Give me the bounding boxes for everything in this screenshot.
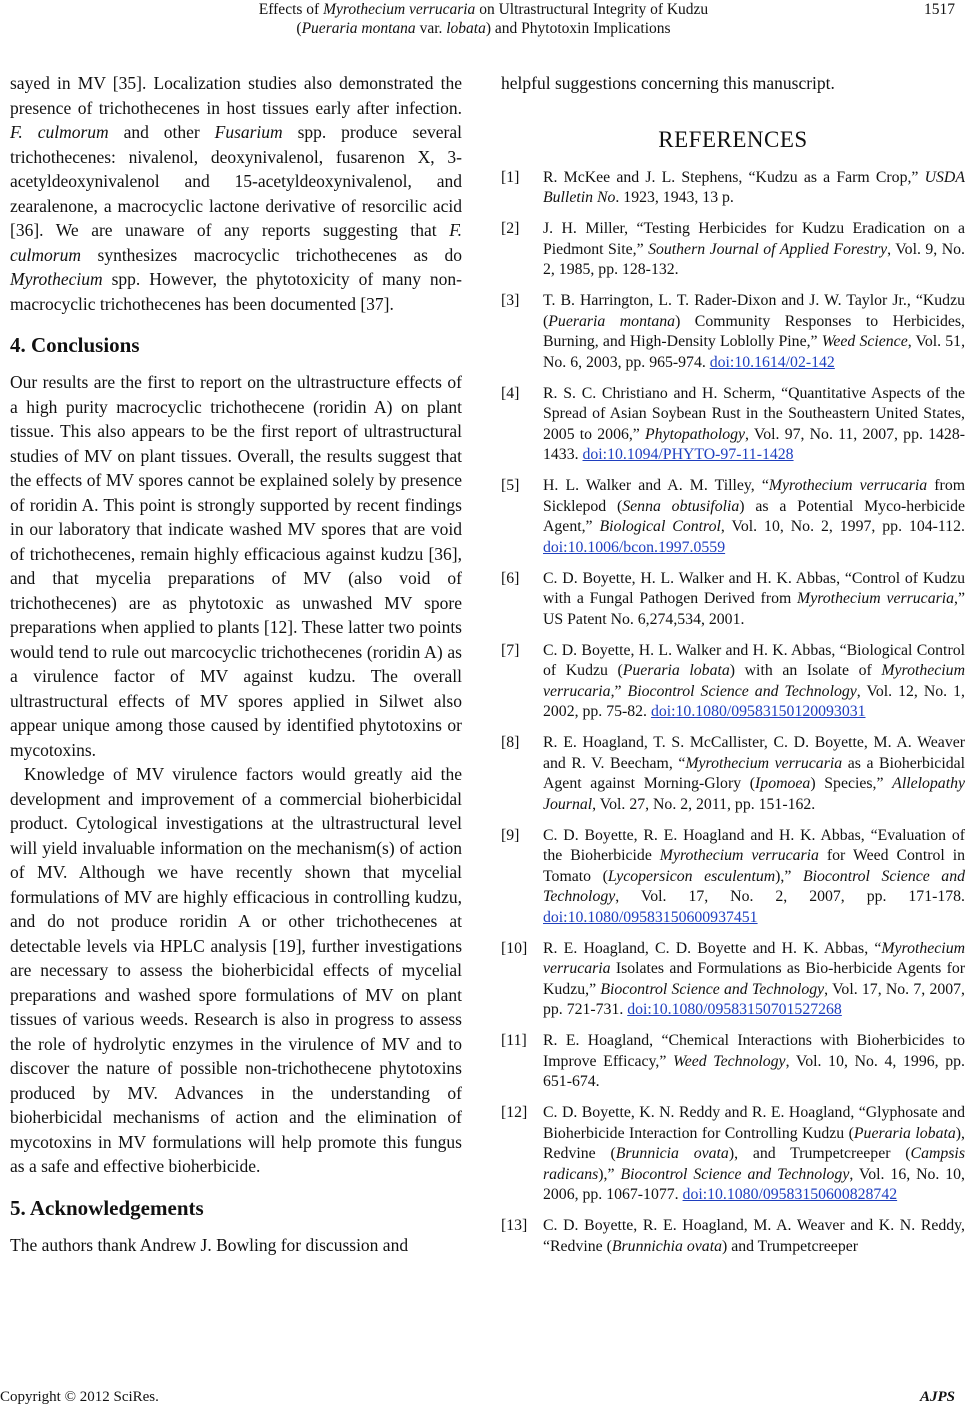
doi-link[interactable]: doi:10.1080/09583150120093031: [650, 703, 866, 720]
reference-text-segment: Isolates and Formulations as Bio-herbicide Agents for Kudzu,”: [543, 960, 965, 998]
reference-text-segment: , Vol. 16, No. 10, 2006, pp. 1067-1077.: [543, 1165, 965, 1203]
doi-link[interactable]: doi:10.1094/PHYTO-97-11-1428: [582, 446, 794, 463]
reference-italic-text: Weed Technology: [673, 1052, 786, 1070]
reference-italic-text: Biocontrol Science and Technology: [543, 867, 966, 905]
paragraph-conclusions-2: Knowledge of MV virulence factors would greatly aid the development and improvement of a commercial bioherbicidal product. Cytological investigations at the ultrastructural level will yield invaluable information on the mechanism(s) of action of MV. Although we have recently shown that mycelial formulations of MV are highly efficacious in controlling kudzu, and do not produce roridin A or other trichothecenes at detectable levels via HPLC analysis [19], further investigations are necessary to assess the bioherbicidal effects of mycelial preparations and washed spore formulations of MV on plant tissues of various weeds. Research is also in progress to assess the role of hydrolytic enzymes in the virulence of MV and to discover the nature of possible non-trichothecene phytotoxins produced by MV. Advances in the understanding of bioherbicidal mechanisms of action and the elimination of mycotoxins in MV formulations will help promote this fungus as a safe and effective bioherbicide.: [10, 764, 462, 1176]
reference-text: [543, 1031, 965, 1093]
reference-text: [543, 1216, 965, 1257]
references-heading: REFERENCES: [658, 126, 808, 152]
reference-text-segment: , Vol. 10, No. 2, 1997, pp. 104-112.: [720, 518, 965, 535]
reference-number: [9]: [501, 826, 520, 844]
doi-link[interactable]: doi:10.1080/09583150701527268: [627, 1001, 842, 1018]
reference-item: [501, 1216, 965, 1257]
reference-text-segment: . 1923, 1943, 13 p.: [615, 189, 734, 206]
section-heading-acknowledgements: 5. Acknowledgements: [10, 1195, 204, 1220]
reference-italic-text: Southern Journal of Applied Forestry: [648, 240, 888, 258]
reference-text: [543, 641, 965, 723]
paragraph-acknowledgements-continued: helpful suggestions concerning this manuscript.: [501, 73, 835, 93]
reference-italic-text: Pueraria montana: [548, 312, 676, 330]
running-head: [0, 0, 967, 50]
reference-number: [11]: [501, 1032, 527, 1049]
reference-text-segment: R. McKee and J. L. Stephens, “Kudzu as a Farm Crop,”: [543, 168, 925, 186]
copyright-notice: Copyright © 2012 SciRes.: [0, 1389, 159, 1405]
page-number: 1517: [924, 1, 955, 18]
reference-text-segment: , Vol. 10, No. 4, 1996, pp. 651-674.: [543, 1052, 965, 1090]
reference-item: [501, 291, 965, 373]
reference-item: [501, 826, 965, 929]
reference-text-segment: C. D. Boyette, K. N. Reddy and R. E. Hoagland, “Glyphosate and Bioherbicide Interaction for Controlling Kudzu (: [543, 1104, 965, 1142]
reference-number: [4]: [501, 384, 520, 402]
reference-text-segment: H. L. Walker and A. M. Tilley, “: [543, 477, 769, 494]
reference-text-segment: ) Community Responses to Herbicides, Burning, and High-Density Loblolly Pine,”: [543, 312, 965, 350]
reference-item: [501, 219, 965, 281]
reference-number: [7]: [501, 641, 520, 659]
reference-number: [2]: [501, 220, 520, 237]
reference-italic-text: Myrothecium verrucaria: [768, 477, 928, 494]
reference-number: [8]: [501, 734, 520, 751]
reference-text-segment: , Vol. 12, No. 1, 2002, pp. 75-82.: [543, 682, 965, 720]
reference-italic-text: USDA Bulletin No: [543, 168, 965, 206]
reference-text-segment: , Vol. 27, No. 2, 2011, pp. 151-162.: [592, 795, 816, 813]
reference-number: [3]: [501, 292, 520, 309]
reference-text-segment: T. B. Harrington, L. T. Rader-Dixon and J. W. Taylor Jr., “Kudzu (: [543, 292, 965, 330]
reference-text-segment: R. S. C. Christiano and H. Scherm, “Quantitative Aspects of the Spread of Asian Soybean Rust in the Southeastern United States, 2005 to 2006,”: [543, 384, 965, 443]
reference-number: [12]: [501, 1104, 528, 1121]
reference-text-segment: from Sicklepod (: [543, 477, 965, 515]
reference-text: [543, 826, 965, 929]
reference-text: [543, 384, 965, 466]
reference-number: [1]: [501, 168, 520, 186]
reference-text-segment: , Vol. 51, No. 6, 2003, pp. 965-974.: [543, 333, 966, 371]
reference-italic-text: Pueraria lobata: [622, 662, 730, 679]
reference-text-segment: as a Bioherbicidal Agent against Morning-Glory (: [543, 754, 966, 792]
reference-text-segment: ) and Trumpetcreeper: [722, 1237, 858, 1255]
reference-italic-text: Myrothecium verrucaria: [543, 939, 965, 977]
reference-italic-text: Biocontrol Science and Technology: [600, 980, 825, 998]
journal-abbreviation: AJPS: [919, 1389, 955, 1405]
reference-italic-text: Lycopersicon esculentum: [607, 867, 776, 885]
footer: [0, 1389, 967, 1411]
reference-text-segment: ),”: [598, 1165, 621, 1183]
reference-text-segment: C. D. Boyette, H. L. Walker and H. K. Abbas, “Control of Kudzu with a Fungal Pathogen Derived from: [543, 569, 965, 607]
reference-italic-text: Campsis radicans: [543, 1145, 965, 1183]
reference-italic-text: Weed Science: [821, 333, 908, 350]
reference-text-segment: for Weed Control in Tomato (: [543, 847, 965, 885]
reference-text-segment: , Vol. 17, No. 7, 2007, pp. 721-731.: [543, 980, 965, 1018]
reference-italic-text: Brunnicia ovata: [615, 1145, 729, 1162]
reference-number: [10]: [501, 939, 528, 957]
reference-text: [543, 291, 965, 373]
paragraph-conclusions-1: Our results are the first to report on the ultrastructure effects of a high purity macrocyclic trichothecene (roridin A) on plant tissue. This also appears to be the first report of ultrastructural studies of MV on plant tissues. Overall, the results suggest that the effects of MV spores cannot be explained solely by presence of roridin A. This point is strongly supported by recent findings in our laboratory that indicate washed MV spores that are void of trichothecenes, remain highly efficacious against kudzu [36], and that mycelia preparations of MV (also void of trichothecenes) are as phytotoxic as unwashed MV spore preparations when applied to plants [12]. These latter two points would tend to rule out marcocyclic trichothecenes (roridin A) as a virulence factor of MV against kudzu. The overall ultrastructural effects of MV spores applied in Silwet also appear unique among those caused by identified phytotoxins or mycotoxins.: [10, 372, 462, 760]
reference-text-segment: R. E. Hoagland, “Chemical Interactions with Bioherbicides to Improve Efficacy,”: [543, 1032, 965, 1070]
reference-italic-text: Biocontrol Science and Technology: [627, 682, 857, 700]
reference-text-segment: C. D. Boyette, R. E. Hoagland, M. A. Weaver and K. N. Reddy, “Redvine (: [543, 1217, 965, 1255]
running-title-line1: Effects of Myrothecium verrucaria on Ultrastructural Integrity of Kudzu: [258, 1, 709, 18]
reference-text: [543, 168, 965, 209]
reference-item: [501, 476, 965, 558]
reference-text-segment: ) Species,”: [810, 775, 893, 792]
reference-list: [501, 168, 965, 1258]
reference-item: [501, 1103, 965, 1206]
reference-text: [543, 476, 965, 558]
reference-italic-text: Pueraria lobata: [853, 1124, 956, 1142]
reference-item: [501, 569, 965, 631]
reference-item: [501, 168, 965, 209]
reference-italic-text: Myrothecium verrucaria: [543, 662, 965, 700]
reference-italic-text: Senna obtusifolia: [622, 497, 740, 515]
reference-italic-text: Biological Control: [599, 518, 721, 535]
reference-italic-text: Myrothecium verrucaria: [797, 590, 955, 607]
right-column: [501, 71, 965, 1268]
reference-text-segment: J. H. Miller, “Testing Herbicides for Kudzu Eradication on a Piedmont Site,”: [543, 220, 965, 258]
reference-text-segment: R. E. Hoagland, C. D. Boyette and H. K. Abbas, “: [543, 939, 882, 957]
left-column: [10, 71, 462, 1257]
reference-text-segment: ,” US Patent No. 6,274,534, 2001.: [543, 590, 965, 628]
reference-text-segment: , Vol. 17, No. 2, 2007, pp. 171-178.: [615, 888, 965, 905]
reference-text-segment: ,”: [610, 682, 628, 700]
reference-text-segment: R. E. Hoagland, T. S. McCallister, C. D. Boyette, M. A. Weaver and R. V. Beecham, “: [543, 734, 965, 772]
reference-text-segment: , Vol. 97, No. 11, 2007, pp. 1428-1433.: [543, 425, 965, 463]
reference-item: [501, 1031, 965, 1093]
doi-link[interactable]: doi:10.1080/09583150600828742: [682, 1186, 898, 1203]
reference-text-segment: ), and Trumpetcreeper (: [728, 1145, 911, 1162]
reference-italic-text: Myrothecium verrucaria: [659, 847, 819, 864]
reference-item: [501, 384, 965, 466]
reference-text-segment: ) with an Isolate of: [729, 662, 882, 679]
running-title-line2: (Pueraria montana var. lobata) and Phytotoxin Implications: [296, 20, 671, 37]
reference-text: [543, 939, 965, 1021]
reference-text-segment: ),”: [775, 867, 803, 885]
reference-italic-text: Brunnichia ovata: [611, 1237, 722, 1255]
reference-italic-text: Myrothecium verrucaria: [685, 754, 843, 772]
reference-italic-text: Ipomoea: [755, 775, 811, 792]
reference-item: [501, 939, 965, 1021]
reference-text: [543, 219, 965, 281]
reference-text: [543, 733, 965, 815]
doi-link[interactable]: doi:10.1006/bcon.1997.0559: [543, 538, 726, 556]
reference-italic-text: Biocontrol Science and Technology: [620, 1165, 850, 1183]
paragraph-discussion-end: sayed in MV [35]. Localization studies also demonstrated the presence of trichothecenes in host tissues early after infection. F. culmorum and other Fusarium spp. produce several trichothecenes: nivalenol, deoxynivalenol, fusarenon X, 3-acetyldeoxynivalenol and 15-acetyldeoxynivalenol, and zearalenone, a macrocyclic lactone derivative of resorcilic acid [36]. We are unaware of any reports suggesting that F. culmorum synthesizes macrocyclic trichothecenes as do Myrothecium spp. However, the phytotoxicity of many non-macrocyclic trichothecenes has been documented [37].: [10, 73, 462, 314]
reference-item: [501, 641, 965, 723]
reference-text-segment: ) as a Potential Myco-herbicide Agent,”: [543, 497, 966, 535]
reference-number: [5]: [501, 477, 520, 494]
reference-text-segment: C. D. Boyette, H. L. Walker and H. K. Abbas, “Biological Control of Kudzu (: [543, 641, 965, 679]
reference-italic-text: Allelopathy Journal: [543, 775, 965, 813]
doi-link[interactable]: doi:10.1080/09583150600937451: [543, 908, 758, 926]
reference-item: [501, 733, 965, 815]
section-heading-conclusions: 4. Conclusions: [10, 333, 140, 357]
doi-link[interactable]: doi:10.1614/02-142: [709, 353, 835, 371]
paragraph-acknowledgements: The authors thank Andrew J. Bowling for discussion and: [10, 1234, 409, 1255]
reference-text-segment: ), Redvine (: [543, 1124, 965, 1162]
reference-number: [13]: [501, 1217, 528, 1234]
reference-number: [6]: [501, 569, 520, 587]
reference-text: [543, 569, 965, 631]
reference-text-segment: C. D. Boyette, R. E. Hoagland and H. K. Abbas, “Evaluation of the Bioherbicide: [543, 826, 965, 864]
reference-text-segment: , Vol. 9, No. 2, 1985, pp. 128-132.: [543, 240, 965, 278]
reference-italic-text: Phytopathology: [645, 425, 746, 443]
reference-text: [543, 1103, 965, 1206]
